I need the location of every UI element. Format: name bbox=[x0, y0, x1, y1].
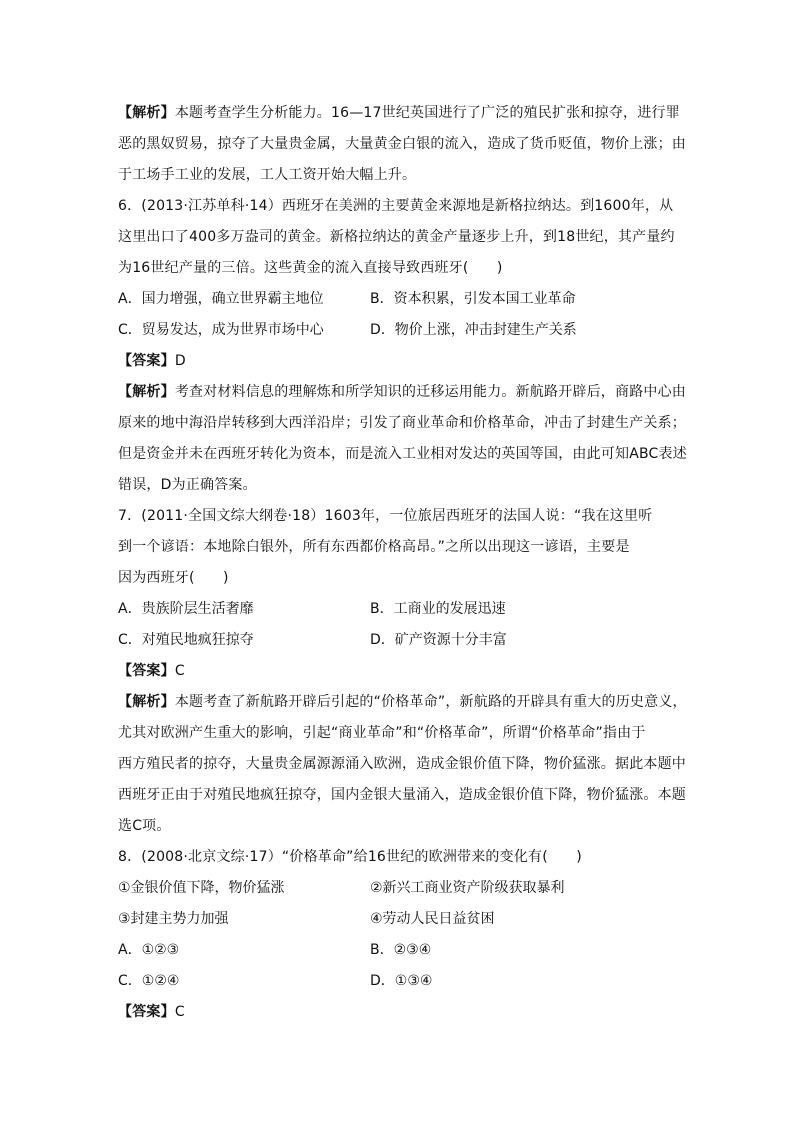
line-text: 因为西班牙( ) bbox=[118, 570, 229, 586]
answer-label: 【答案】 bbox=[118, 663, 175, 679]
analysis-line bbox=[118, 129, 688, 160]
line-text: 7．(2011·全国文综大纲卷·18）1603年，一位旅居西班牙的法国人说：“我在这里听 bbox=[118, 508, 653, 524]
options-row bbox=[118, 625, 688, 656]
line-text: 西方殖民者的掠夺，大量贵金属源源涌入欧洲，造成金银价值下降，物价猛涨。据此本题中 bbox=[118, 756, 686, 772]
option-item: B．资本积累，引发本国工业革命 bbox=[370, 291, 576, 307]
answer-value: C bbox=[174, 663, 185, 679]
line-text: 错误，D为正确答案。 bbox=[118, 477, 257, 493]
analysis-line bbox=[118, 439, 688, 470]
option-item: ④劳动人民日益贫困 bbox=[370, 911, 495, 927]
question-line bbox=[118, 842, 688, 873]
options-row bbox=[118, 966, 688, 997]
question-line bbox=[118, 253, 688, 284]
line-text: 6．(2013·江苏单科·14）西班牙在美洲的主要黄金来源地是新格拉纳达。到1600年，从 bbox=[118, 198, 674, 214]
option-item: D．①③④ bbox=[370, 973, 433, 989]
answer-line bbox=[118, 997, 688, 1028]
line-text: 本题考查学生分析能力。16—17世纪英国进行了广泛的殖民扩张和掠夺，进行罪 bbox=[174, 105, 680, 121]
line-text: 尤其对欧洲产生重大的影响，引起“商业革命”和“价格革命”，所谓“价格革命”指由于 bbox=[118, 725, 646, 741]
option-item: C．贸易发达，成为世界市场中心 bbox=[118, 322, 324, 338]
analysis-line bbox=[118, 780, 688, 811]
analysis-label: 【解析】 bbox=[118, 105, 175, 121]
option-item: D．物价上涨，冲击封建生产关系 bbox=[370, 322, 577, 338]
options-row bbox=[118, 594, 688, 625]
analysis-line bbox=[118, 749, 688, 780]
option-item: ③封建主势力加强 bbox=[118, 911, 229, 927]
line-text: 8．(2008·北京文综·17）“价格革命”给16世纪的欧洲带来的变化有( ) bbox=[118, 849, 582, 865]
analysis-line bbox=[118, 377, 688, 408]
question-line bbox=[118, 191, 688, 222]
line-text: 于工场手工业的发展，工人工资开始大幅上升。 bbox=[118, 167, 417, 183]
line-text: 恶的黑奴贸易，掠夺了大量贵金属，大量黄金白银的流入，造成了货币贬值，物价上涨；由 bbox=[118, 136, 686, 152]
answer-value: D bbox=[174, 353, 186, 369]
line-text: 考查对材料信息的理解炼和所学知识的迁移运用能力。新航路开辟后，商路中心由 bbox=[174, 384, 687, 400]
line-text: 但是资金并未在西班牙转化为资本，而是流入工业相对发达的英国等国，由此可知ABC表述 bbox=[118, 446, 687, 462]
analysis-label: 【解析】 bbox=[118, 384, 175, 400]
line-text: 西班牙正由于对殖民地疯狂掠夺，国内金银大量涌入，造成金银价值下降，物价猛涨。本题 bbox=[118, 787, 686, 803]
answer-label: 【答案】 bbox=[118, 1004, 175, 1020]
option-item: ②新兴工商业资产阶级获取暴利 bbox=[370, 880, 565, 896]
answer-value: C bbox=[174, 1004, 185, 1020]
analysis-line bbox=[118, 811, 688, 842]
option-item: ①金银价值下降，物价猛涨 bbox=[118, 880, 285, 896]
question-line bbox=[118, 532, 688, 563]
options-row bbox=[118, 873, 688, 904]
question-line bbox=[118, 563, 688, 594]
analysis-line bbox=[118, 687, 688, 718]
question-line bbox=[118, 222, 688, 253]
line-text: 到一个谚语：本地除白银外，所有东西都价格高昂。”之所以出现这一谚语，主要是 bbox=[118, 539, 630, 555]
answer-label: 【答案】 bbox=[118, 353, 175, 369]
analysis-line bbox=[118, 718, 688, 749]
line-text: 这里出口了400多万盎司的黄金。新格拉纳达的黄金产量逐步上升，到18世纪，其产量约 bbox=[118, 229, 675, 245]
option-item: D．矿产资源十分丰富 bbox=[370, 632, 507, 648]
question-line bbox=[118, 501, 688, 532]
option-item: C．对殖民地疯狂掠夺 bbox=[118, 632, 254, 648]
line-text: 选C项。 bbox=[118, 818, 171, 834]
analysis-line bbox=[118, 160, 688, 191]
analysis-line bbox=[118, 408, 688, 439]
option-item: C．①②④ bbox=[118, 973, 180, 989]
option-item: A．①②③ bbox=[118, 942, 180, 958]
line-text: 本题考查了新航路开辟后引起的“价格革命”，新航路的开辟具有重大的历史意义， bbox=[174, 694, 687, 710]
option-item: B．工商业的发展迅速 bbox=[370, 601, 506, 617]
option-item: A．贵族阶层生活奢靡 bbox=[118, 601, 254, 617]
answer-line bbox=[118, 656, 688, 687]
option-item: B．②③④ bbox=[370, 942, 432, 958]
analysis-line bbox=[118, 470, 688, 501]
options-row bbox=[118, 935, 688, 966]
line-text: 原来的地中海沿岸转移到大西洋沿岸；引发了商业革命和价格革命，冲击了封建生产关系； bbox=[118, 415, 686, 431]
options-row bbox=[118, 284, 688, 315]
options-row bbox=[118, 315, 688, 346]
option-item: A．国力增强，确立世界霸主地位 bbox=[118, 291, 324, 307]
options-row bbox=[118, 904, 688, 935]
line-text: 为16世纪产量的三倍。这些黄金的流入直接导致西班牙( ) bbox=[118, 260, 503, 276]
answer-line bbox=[118, 346, 688, 377]
document-page bbox=[118, 98, 688, 1028]
analysis-label: 【解析】 bbox=[118, 694, 175, 710]
analysis-line bbox=[118, 98, 688, 129]
